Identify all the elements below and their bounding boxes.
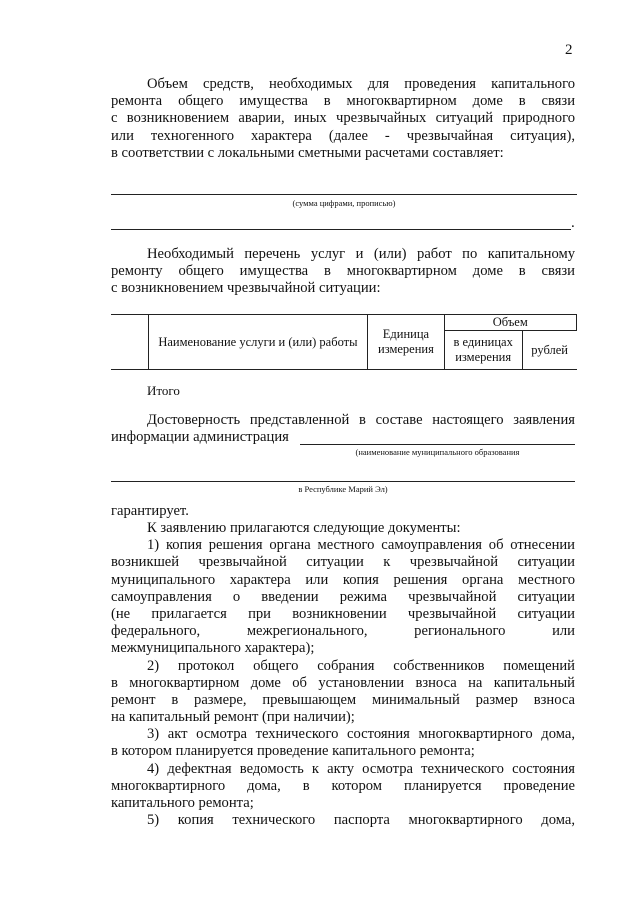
list-item-line: (не прилагается при возникновении чрезвычайной ситуации — [111, 605, 575, 622]
list-item-line: многоквартирного дома, в котором планируется проведение — [111, 777, 575, 794]
text-line: с возникновением чрезвычайной ситуации: — [111, 280, 381, 297]
sum-line-2[interactable] — [111, 229, 571, 230]
list-item-line: ремонт в размере, превышающем минимальный размер взноса — [111, 691, 575, 708]
table-bottom-rule — [111, 370, 577, 371]
sum-line-period: . — [571, 215, 575, 231]
table-header-name: Наименование услуги и (или) работы — [148, 315, 368, 370]
list-item-line: на капитальный ремонт (при наличии); — [111, 709, 355, 726]
services-table — [111, 314, 577, 370]
services-paragraph — [111, 246, 575, 298]
reliability-line-2 — [111, 429, 289, 446]
text-line: Необходимый перечень услуг и (или) работ по капитальному — [147, 246, 575, 262]
guarantee-text: гарантирует. — [111, 503, 189, 519]
text-line: информации администрация — [111, 429, 289, 445]
list-item-line: в многоквартирном доме об установлении взноса на капитальный — [111, 674, 575, 691]
text-line: или техногенного характера (далее - чрезвычайная ситуация), — [111, 127, 575, 144]
list-item-line: 4) дефектная ведомость к акту осмотра технического состояния — [147, 760, 575, 777]
list-item-line: 2) протокол общего собрания собственников помещений — [147, 657, 575, 674]
documents-intro: К заявлению прилагаются следующие документы: — [147, 520, 461, 536]
list-item-line: возникшей чрезвычайной ситуации к чрезвычайной ситуации — [111, 554, 575, 571]
republic-caption: в Республике Марий Эл) — [298, 484, 388, 494]
list-item-line: межмуниципального характера); — [111, 640, 315, 657]
list-item-line: 3) акт осмотра технического состояния многоквартирного дома, — [147, 726, 575, 743]
text-line: ремонту общего имущества в многоквартирном доме в связи — [111, 263, 575, 280]
list-item-line: 1) копия решения органа местного самоуправления об отнесении — [147, 537, 575, 554]
text-line: в соответствии с локальными сметными расчетами составляет: — [111, 144, 504, 161]
reliability-paragraph — [111, 412, 575, 429]
total-label: Итого — [147, 383, 180, 398]
text-line: ремонта общего имущества в многоквартирном доме в связи — [111, 93, 575, 110]
table-cell-number — [111, 315, 148, 370]
text-line: Объем средств, необходимых для проведения капитального — [147, 76, 575, 92]
list-item-line: 5) копия технического паспорта многоквартирного дома, — [147, 812, 575, 829]
documents-list — [111, 520, 575, 829]
municipality-name-line-2[interactable] — [111, 481, 575, 482]
table-header-volume: Объем — [444, 315, 576, 331]
municipality-caption: (наименование муниципального образования — [355, 447, 520, 457]
list-item-line: федерального, межрегионального, регионального или — [111, 623, 575, 640]
sum-line-1[interactable] — [111, 194, 577, 195]
list-item-line: в котором планируется проведение капитального ремонта; — [111, 743, 475, 760]
table-header-volume-units: в единицах измерения — [444, 331, 522, 370]
municipality-name-line[interactable] — [300, 444, 575, 445]
list-item-line: муниципального характера или копия решения органа местного — [111, 571, 575, 588]
sum-caption: (сумма цифрами, прописью) — [292, 198, 396, 208]
list-item-line: капитального ремонта; — [111, 795, 254, 811]
text-line: с возникновением аварии, иных чрезвычайных ситуаций природного — [111, 110, 575, 127]
page-number: 2 — [565, 42, 573, 58]
text-line: Достоверность представленной в составе настоящего заявления — [147, 412, 575, 428]
funds-paragraph — [111, 76, 575, 162]
table-header-volume-rub: рублей — [522, 331, 576, 370]
table-header-unit: Единица измерения — [368, 315, 444, 370]
list-item-line: самоуправления о введении режима чрезвычайной ситуации — [111, 588, 575, 605]
